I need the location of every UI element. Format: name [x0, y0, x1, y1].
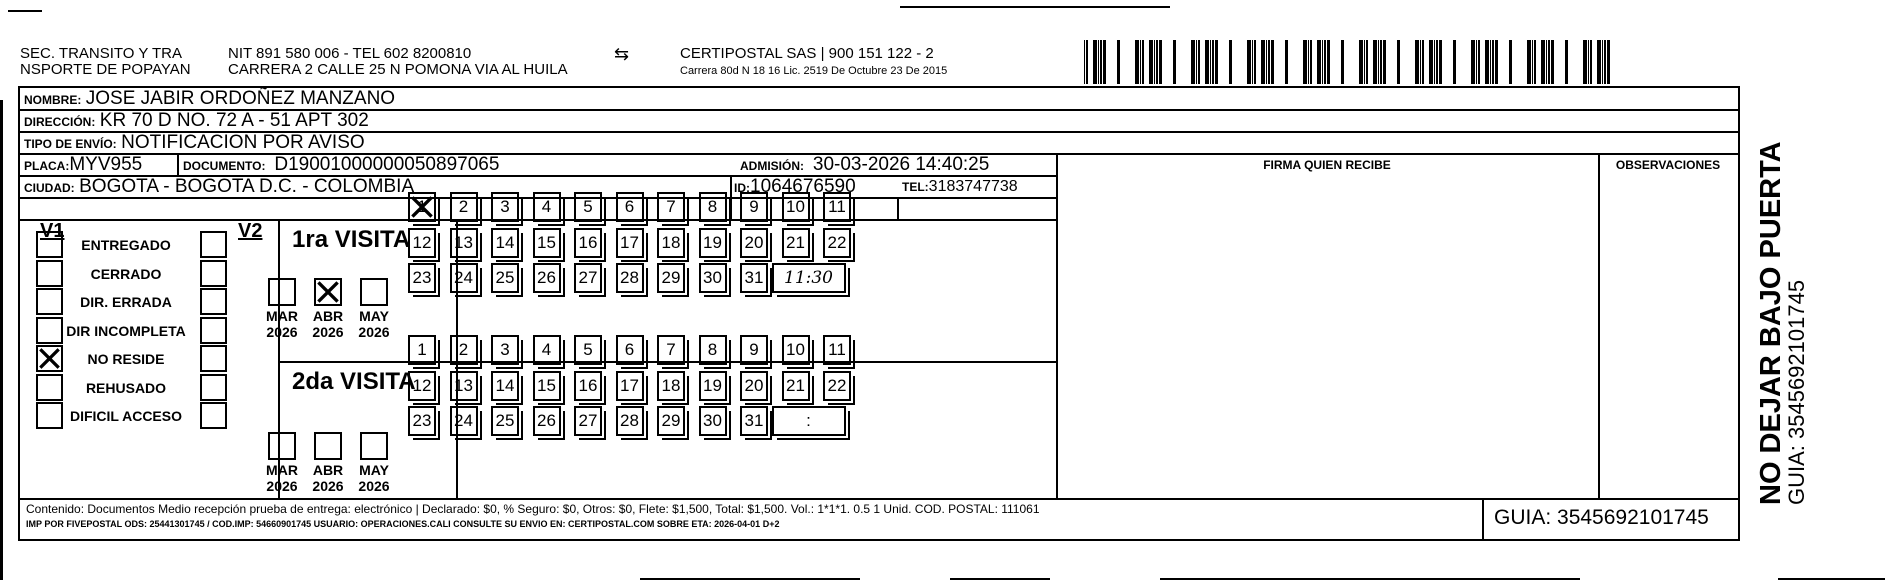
- day-box: 24: [450, 406, 478, 436]
- day-box: 5: [574, 192, 602, 222]
- barcode-bar: [1583, 40, 1587, 84]
- id-field: ID:1064676590: [734, 176, 856, 197]
- sender-nit-address: NIT 891 580 006 - TEL 602 8200810 CARRERA 2 CALLE 25 N POMONA VIA AL HUILA: [228, 45, 568, 78]
- day-box: 21: [782, 228, 810, 258]
- barcode-bar: [1215, 40, 1218, 84]
- barcode-bar: [1149, 40, 1153, 84]
- day-box: 28: [616, 406, 644, 436]
- day-box: 18: [657, 371, 685, 401]
- day-box: 21: [782, 371, 810, 401]
- day-box: 1: [408, 335, 436, 365]
- barcode-bar: [1509, 40, 1512, 84]
- barcode-bar: [1527, 40, 1531, 84]
- document-field: DOCUMENTO: D19001000000050897065: [183, 154, 500, 175]
- day-box: 10: [782, 335, 810, 365]
- barcode-bar: [1532, 40, 1533, 84]
- barcode-bar: [1422, 40, 1424, 84]
- day-box: 15: [533, 371, 561, 401]
- barcode-bar: [1303, 40, 1307, 84]
- courier-info: CERTIPOSTAL SAS | 900 151 122 - 2 Carrera 80d N 18 16 Lic. 2519 De Octubre 23 De 2015: [680, 45, 948, 77]
- barcode-bar: [1117, 40, 1120, 84]
- print-info-line: IMP POR FIVEPOSTAL ODS: 25441301745 / COD.IMP: 54660901745 USUARIO: OPERACIONES.CALI CONSULTE SU ENVIO EN: CERTIPOSTAL.COM SOBRE ETA: 2026-04-01 D+2: [26, 519, 780, 529]
- barcode-bar: [1098, 40, 1099, 84]
- day-box: 14: [491, 371, 519, 401]
- barcode-bar: [1142, 40, 1144, 84]
- barcode-bar: [1266, 40, 1267, 84]
- day-box: 23: [408, 263, 436, 293]
- barcode-bar: [1317, 40, 1321, 84]
- barcode-bar: [1268, 40, 1270, 84]
- month-label: MAR 2026: [266, 462, 298, 494]
- barcode-bar: [1478, 40, 1480, 84]
- v2-checkbox: [200, 288, 227, 315]
- day-box: 12: [408, 228, 436, 258]
- month-checkbox: [268, 432, 296, 460]
- day-box: 19: [699, 371, 727, 401]
- city-field: CIUDAD: BOGOTA - BOGOTA D.C. - COLOMBIA: [24, 176, 415, 197]
- v2-header: V2: [238, 220, 263, 242]
- reason-label: CERRADO: [90, 265, 162, 282]
- day-box: 22: [823, 228, 851, 258]
- barcode-bar: [1322, 40, 1323, 84]
- month-label: MAR 2026: [266, 308, 298, 340]
- plate-field: PLACA:MYV955: [24, 154, 143, 175]
- reason-label: DIFICIL ACCESO: [69, 408, 182, 424]
- day-box: 18: [657, 228, 685, 258]
- day-box: 31: [740, 263, 768, 293]
- admission-field: ADMISIÓN: 30-03-2026 14:40:25: [740, 154, 990, 175]
- barcode-bar: [1229, 40, 1232, 84]
- barcode-bar: [1359, 40, 1363, 84]
- barcode-bar: [1086, 40, 1088, 84]
- barcode-bar: [1173, 40, 1176, 84]
- barcode-bar: [1191, 40, 1195, 84]
- month-checkbox: [360, 278, 388, 306]
- scan-mark: [0, 100, 3, 580]
- day-box: 30: [699, 406, 727, 436]
- barcode-bar: [1210, 40, 1211, 84]
- first-visit-title: 1ra VISITA: [292, 226, 411, 253]
- day-box: 24: [450, 263, 478, 293]
- month-label: MAY 2026: [358, 462, 390, 494]
- day-box: 2: [450, 335, 478, 365]
- barcode-bar: [1453, 40, 1456, 84]
- month-checkbox: [314, 432, 342, 460]
- barcode-bar: [1439, 40, 1442, 84]
- reason-label: DIR INCOMPLETA: [66, 322, 186, 339]
- barcode-bar: [1366, 40, 1368, 84]
- day-box: 29: [657, 263, 685, 293]
- barcode: [1084, 40, 1612, 84]
- barcode-bar: [1310, 40, 1312, 84]
- time-box: 11:30: [772, 263, 846, 293]
- barcode-bar: [1103, 40, 1106, 84]
- address-row: DIRECCIÓN: KR 70 D NO. 72 A - 51 APT 302: [24, 110, 369, 131]
- barcode-bar: [1154, 40, 1155, 84]
- v2-checkbox: [200, 374, 227, 401]
- day-box: 10: [782, 192, 810, 222]
- barcode-bar: [1212, 40, 1214, 84]
- month-label: MAY 2026: [358, 308, 390, 340]
- contents-line: Contenido: Documentos Medio recepción prueba de entrega: electrónico | Declarado: $0, % Seguro: $0, Otros: $0, Flete: $1,500, Total: $1,500. Vol.: 1*1*1. 0.5 1 Unid. COD. POSTAL: 111061: [26, 502, 1040, 516]
- day-box: 4: [533, 192, 561, 222]
- day-box: 9: [740, 335, 768, 365]
- barcode-bar: [1607, 40, 1610, 84]
- barcode-bar: [1156, 40, 1158, 84]
- scan-mark: [8, 10, 42, 12]
- barcode-bar: [1490, 40, 1491, 84]
- barcode-bar: [1285, 40, 1288, 84]
- day-box: 6: [616, 335, 644, 365]
- barcode-bar: [1420, 40, 1421, 84]
- v2-checkbox: [200, 231, 227, 258]
- scan-mark: [900, 6, 1170, 8]
- barcode-bar: [1534, 40, 1536, 84]
- month-checkbox-marked: [314, 278, 342, 306]
- observations-header: OBSERVACIONES: [1615, 158, 1721, 172]
- day-box: 28: [616, 263, 644, 293]
- barcode-bar: [1383, 40, 1386, 84]
- barcode-bar: [1341, 40, 1344, 84]
- side-warning: NO DEJAR BAJO PUERTA GUIA: 3545692101745: [1755, 141, 1809, 505]
- day-box: 11: [823, 192, 851, 222]
- barcode-bar: [1415, 40, 1419, 84]
- barcode-bar: [1588, 40, 1589, 84]
- day-box: 25: [491, 406, 519, 436]
- barcode-bar: [1602, 40, 1603, 84]
- time-box: :: [772, 406, 846, 436]
- month-checkbox: [268, 278, 296, 306]
- barcode-bar: [1100, 40, 1102, 84]
- day-box: 2: [450, 192, 478, 222]
- day-box: 22: [823, 371, 851, 401]
- barcode-bar: [1327, 40, 1330, 84]
- barcode-bar: [1247, 40, 1251, 84]
- barcode-bar: [1373, 40, 1377, 84]
- barcode-bar: [1597, 40, 1601, 84]
- barcode-bar: [1546, 40, 1547, 84]
- day-box: 31: [740, 406, 768, 436]
- day-box: 11: [823, 335, 851, 365]
- barcode-bar: [1492, 40, 1494, 84]
- day-box: 27: [574, 263, 602, 293]
- barcode-bar: [1541, 40, 1545, 84]
- day-box: 5: [574, 335, 602, 365]
- reason-label: NO RESIDE: [87, 351, 165, 367]
- day-box: 3: [491, 335, 519, 365]
- v2-checkbox: [200, 402, 227, 429]
- barcode-bar: [1495, 40, 1498, 84]
- recipient-name-row: NOMBRE: JOSE JABIR ORDOÑEZ MANZANO: [24, 88, 396, 109]
- day-box-marked: 1: [408, 192, 436, 222]
- barcode-bar: [1590, 40, 1592, 84]
- barcode-bar: [1308, 40, 1309, 84]
- day-box: 26: [533, 406, 561, 436]
- barcode-bar: [1254, 40, 1256, 84]
- barcode-bar: [1476, 40, 1477, 84]
- month-checkbox: [360, 432, 388, 460]
- barcode-bar: [1485, 40, 1489, 84]
- month-label: ABR 2026: [312, 462, 344, 494]
- day-box: 14: [491, 228, 519, 258]
- sender-name: SEC. TRANSITO Y TRA NSPORTE DE POPAYAN: [20, 45, 191, 78]
- reason-label: DIR. ERRADA: [80, 294, 172, 310]
- barcode-bar: [1380, 40, 1382, 84]
- logo-icon: ⇆: [614, 44, 630, 64]
- barcode-bar: [1429, 40, 1433, 84]
- barcode-bar: [1551, 40, 1554, 84]
- phone-field: TEL:3183747738: [902, 178, 1018, 195]
- day-box: 26: [533, 263, 561, 293]
- day-box: 4: [533, 335, 561, 365]
- day-box: 20: [740, 371, 768, 401]
- day-box: 13: [450, 228, 478, 258]
- barcode-bar: [1364, 40, 1365, 84]
- barcode-bar: [1565, 40, 1568, 84]
- barcode-bar: [1159, 40, 1162, 84]
- barcode-bar: [1084, 40, 1085, 84]
- day-box: 6: [616, 192, 644, 222]
- barcode-bar: [1471, 40, 1475, 84]
- barcode-bar: [1271, 40, 1274, 84]
- day-box: 9: [740, 192, 768, 222]
- day-box: 20: [740, 228, 768, 258]
- barcode-bar: [1604, 40, 1606, 84]
- day-box: 29: [657, 406, 685, 436]
- guia-number: GUIA: 3545692101745: [1494, 506, 1709, 529]
- day-box: 13: [450, 371, 478, 401]
- barcode-bar: [1198, 40, 1200, 84]
- barcode-bar: [1205, 40, 1209, 84]
- v2-checkbox: [200, 345, 227, 372]
- day-box: 17: [616, 228, 644, 258]
- day-box: 16: [574, 228, 602, 258]
- v1-header: V1: [40, 220, 65, 242]
- barcode-bar: [1196, 40, 1197, 84]
- barcode-bar: [1140, 40, 1141, 84]
- day-box: 7: [657, 335, 685, 365]
- day-box: 8: [699, 335, 727, 365]
- delivery-form: [18, 86, 1740, 541]
- barcode-bar: [1434, 40, 1435, 84]
- barcode-bar: [1548, 40, 1550, 84]
- month-label: ABR 2026: [312, 308, 344, 340]
- day-box: 23: [408, 406, 436, 436]
- day-box: 3: [491, 192, 519, 222]
- v2-checkbox: [200, 317, 227, 344]
- barcode-bar: [1093, 40, 1097, 84]
- barcode-bar: [1397, 40, 1400, 84]
- day-box: 8: [699, 192, 727, 222]
- signature-header: FIRMA QUIEN RECIBE: [1263, 158, 1391, 172]
- day-box: 27: [574, 406, 602, 436]
- day-box: 15: [533, 228, 561, 258]
- barcode-bar: [1261, 40, 1265, 84]
- day-box: 16: [574, 371, 602, 401]
- day-box: 7: [657, 192, 685, 222]
- day-box: 17: [616, 371, 644, 401]
- day-box: 12: [408, 371, 436, 401]
- day-box: 19: [699, 228, 727, 258]
- barcode-bar: [1324, 40, 1326, 84]
- day-box: 30: [699, 263, 727, 293]
- day-box: 25: [491, 263, 519, 293]
- barcode-bar: [1378, 40, 1379, 84]
- reason-label: REHUSADO: [85, 379, 167, 396]
- barcode-bar: [1436, 40, 1438, 84]
- reason-label: ENTREGADO: [81, 237, 171, 253]
- v2-checkbox: [200, 260, 227, 287]
- barcode-bar: [1252, 40, 1253, 84]
- shipment-type-row: TIPO DE ENVÍO: NOTIFICACION POR AVISO: [24, 132, 365, 153]
- second-visit-title: 2da VISITA: [292, 368, 416, 395]
- barcode-bar: [1135, 40, 1139, 84]
